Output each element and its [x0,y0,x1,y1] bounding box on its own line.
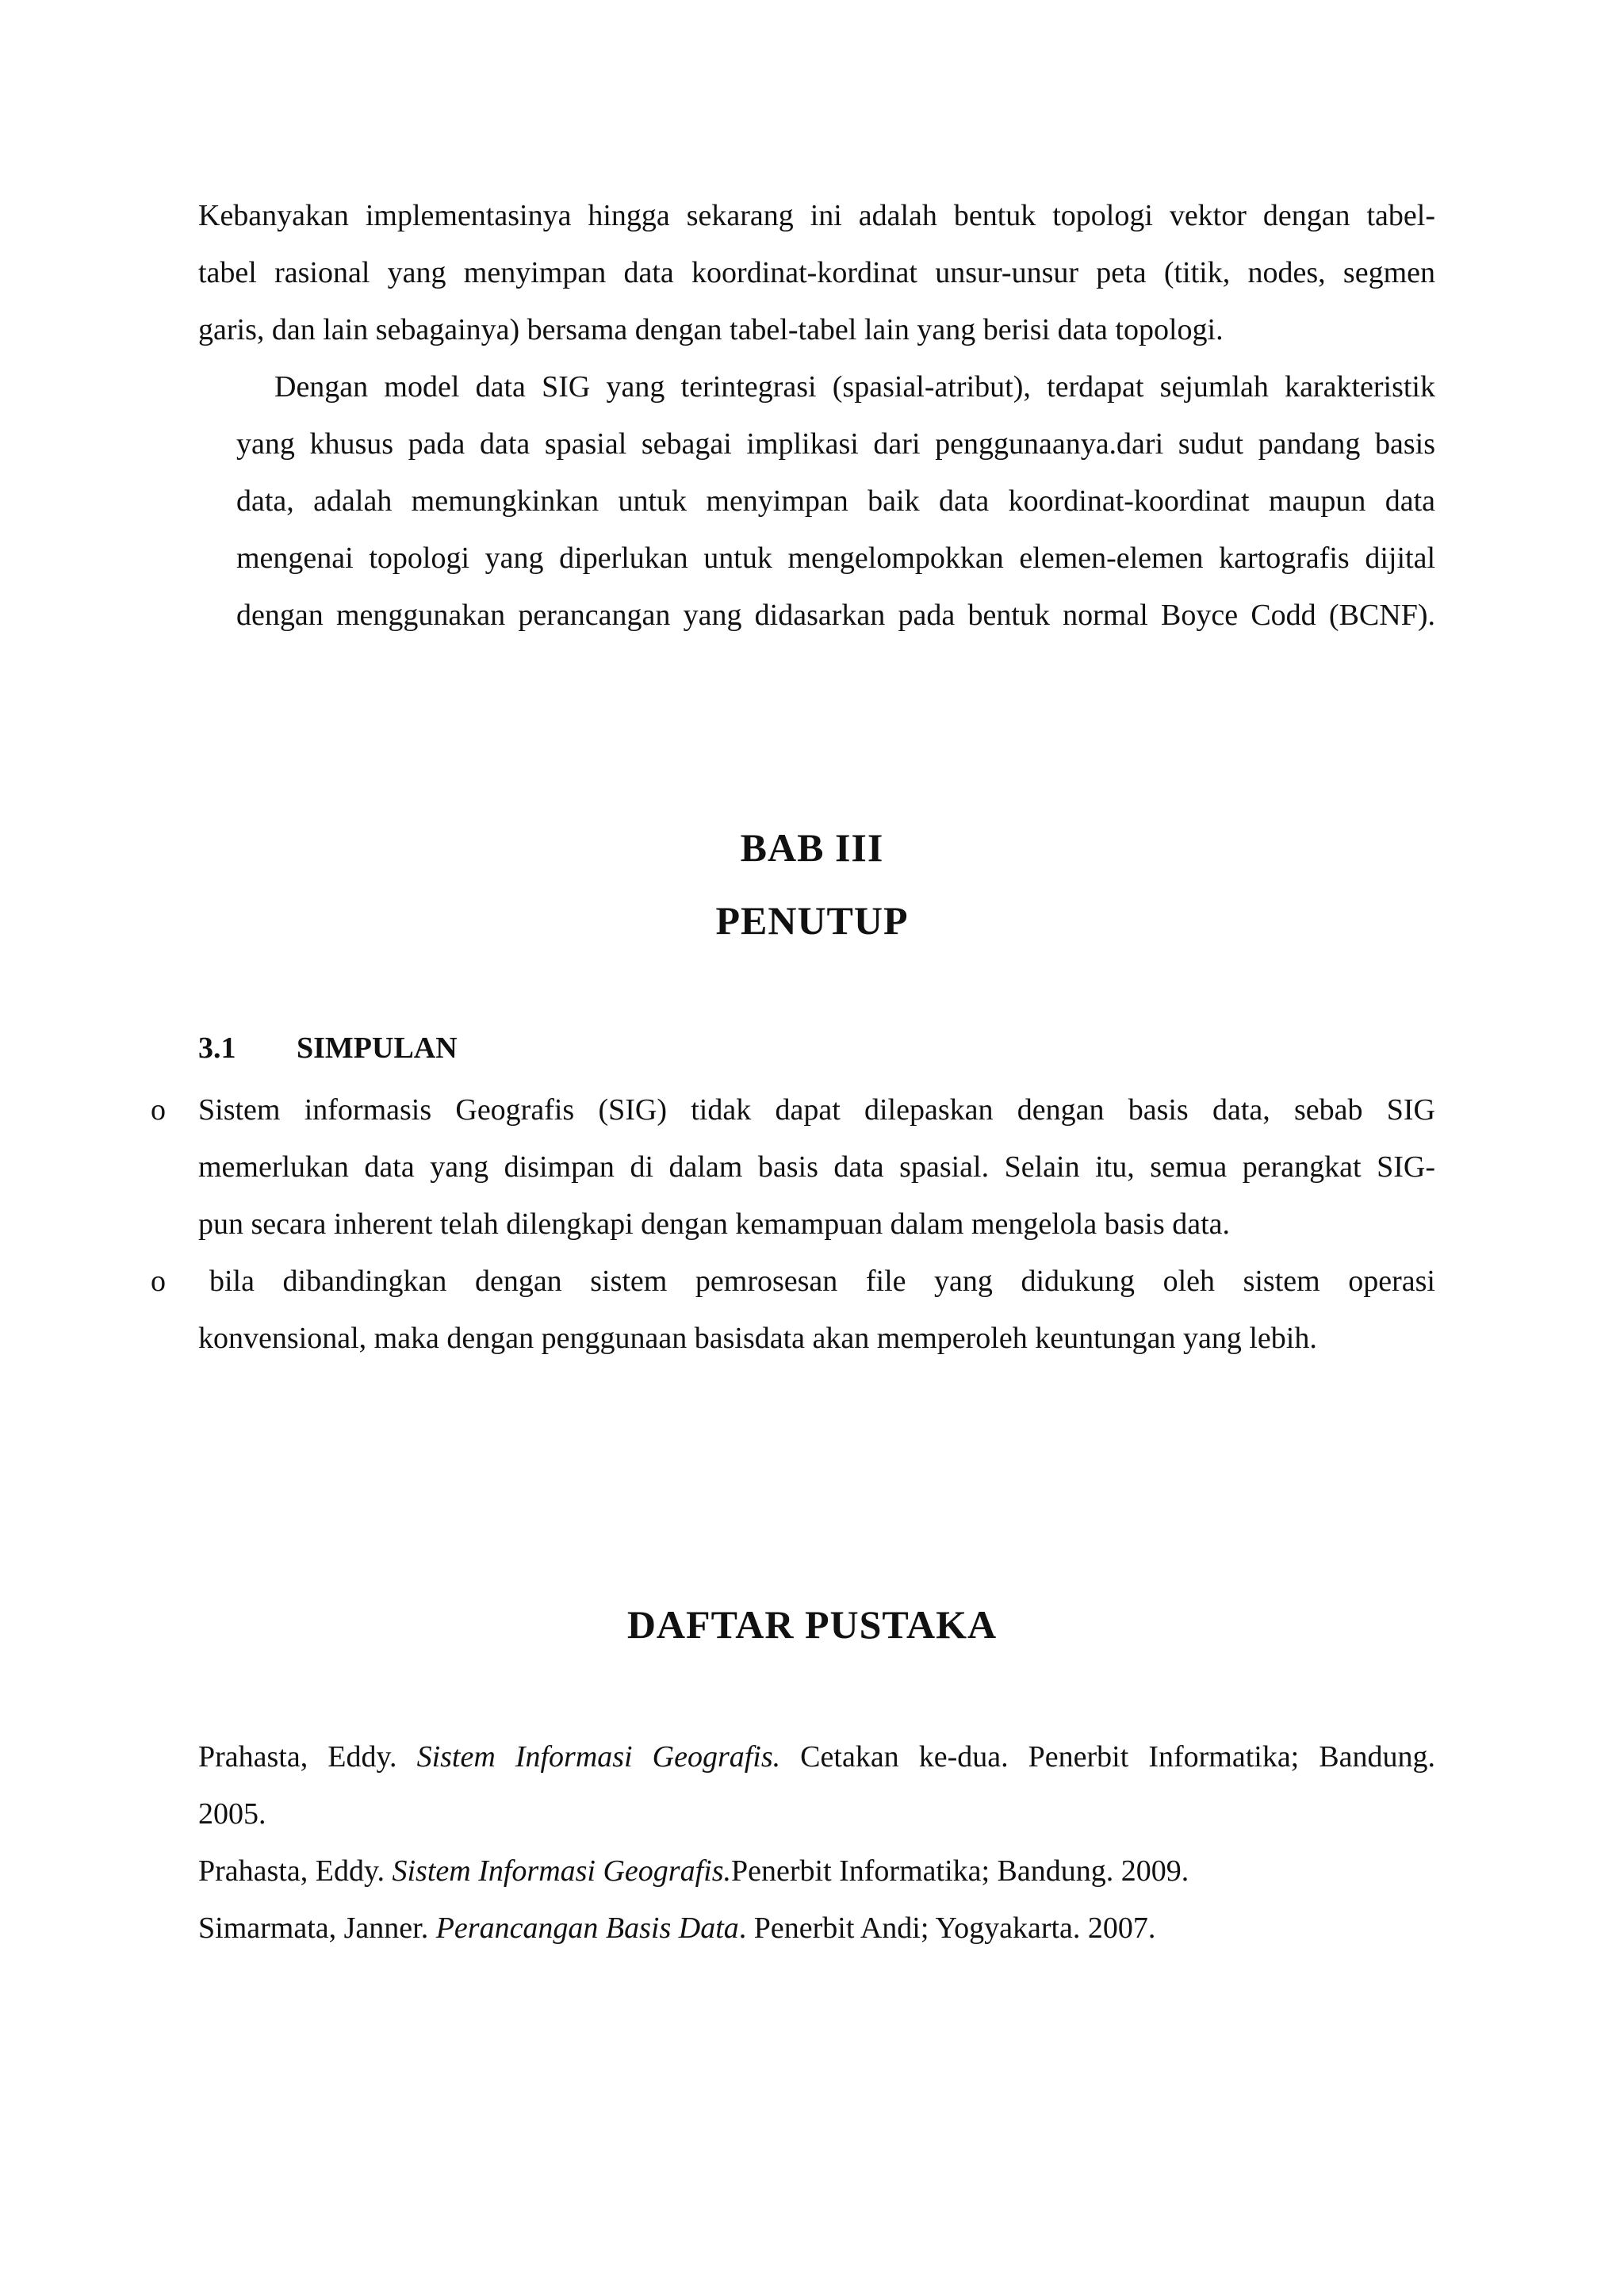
intro-paragraph-1 [198,187,1435,358]
reference-author: Prahasta, Eddy. [198,1854,393,1888]
reference-book-title: Sistem Informasi Geografis. [392,1854,731,1888]
reference-author: Simarmata, Janner. [198,1911,436,1945]
text-line: dengan menggunakan perancangan yang didasarkan pada bentuk normal Boyce Codd (BCNF). [236,599,1435,632]
list-item [151,1081,1435,1253]
text-line: pun secara inherent telah dilengkapi dengan kemampuan dalam mengelola basis data. [198,1207,1231,1241]
reference-year: 2005. [198,1797,266,1831]
section-title: SIMPULAN [297,1031,458,1065]
reference-publisher: Cetakan ke-dua. Penerbit Informatika; Bandung. [780,1740,1435,1774]
text-line: memerlukan data yang disimpan di dalam basis data spasial. Selain itu, semua perangkat SIG- [198,1150,1435,1184]
reference-publisher: . Penerbit Andi; Yogyakarta. 2007. [738,1911,1156,1945]
text-line: Sistem informasis Geografis (SIG) tidak dapat dilepaskan dengan basis data, sebab SIG [198,1093,1435,1127]
reference-author: Prahasta, Eddy. [198,1740,417,1774]
text-line: bila dibandingkan dengan sistem pemrosesan file yang didukung oleh sistem operasi [209,1265,1435,1298]
chapter-title: PENUTUP [715,898,909,943]
section-heading [198,1031,458,1066]
intro-paragraph-2 [198,358,1435,644]
text-line: Kebanyakan implementasinya hingga sekarang ini adalah bentuk topologi vektor dengan tabel- [198,199,1435,232]
references-title: DAFTAR PUSTAKA [626,1602,998,1647]
text-line: tabel rasional yang menyimpan data koordinat-kordinat unsur-unsur peta (titik, nodes, segmen [198,256,1435,289]
text-line: yang khusus pada data spasial sebagai implikasi dari penggunaanya.dari sudut pandang basis [236,427,1435,461]
list-item [151,1253,1435,1367]
text-line: mengenai topologi yang diperlukan untuk mengelompokkan elemen-elemen kartografis dijital [236,541,1435,575]
bullet-icon: o [151,1265,166,1298]
chapter-number: BAB III [740,825,884,870]
reference-item [198,1900,1435,1957]
references-list [198,1728,1435,1957]
text-line: data, adalah memungkinkan untuk menyimpan baik data koordinat-koordinat maupun data [236,484,1435,518]
text-line: konvensional, maka dengan penggunaan basisdata akan memperoleh keuntungan yang lebih. [198,1322,1317,1355]
bullet-icon: o [151,1093,166,1127]
text-line: Dengan model data SIG yang terintegrasi (spasial-atribut), terdapat sejumlah karakteristik [274,370,1435,404]
reference-publisher: Penerbit Informatika; Bandung. 2009. [730,1854,1189,1888]
reference-book-title: Perancangan Basis Data [435,1911,739,1945]
reference-book-title: Sistem Informasi Geografis. [416,1740,781,1774]
reference-line [198,1728,1435,1785]
section-number: 3.1 [198,1031,236,1065]
reference-item [198,1728,1435,1843]
text-line: garis, dan lain sebagainya) bersama dengan tabel-tabel lain yang berisi data topologi. [198,313,1224,346]
reference-item [198,1843,1435,1900]
